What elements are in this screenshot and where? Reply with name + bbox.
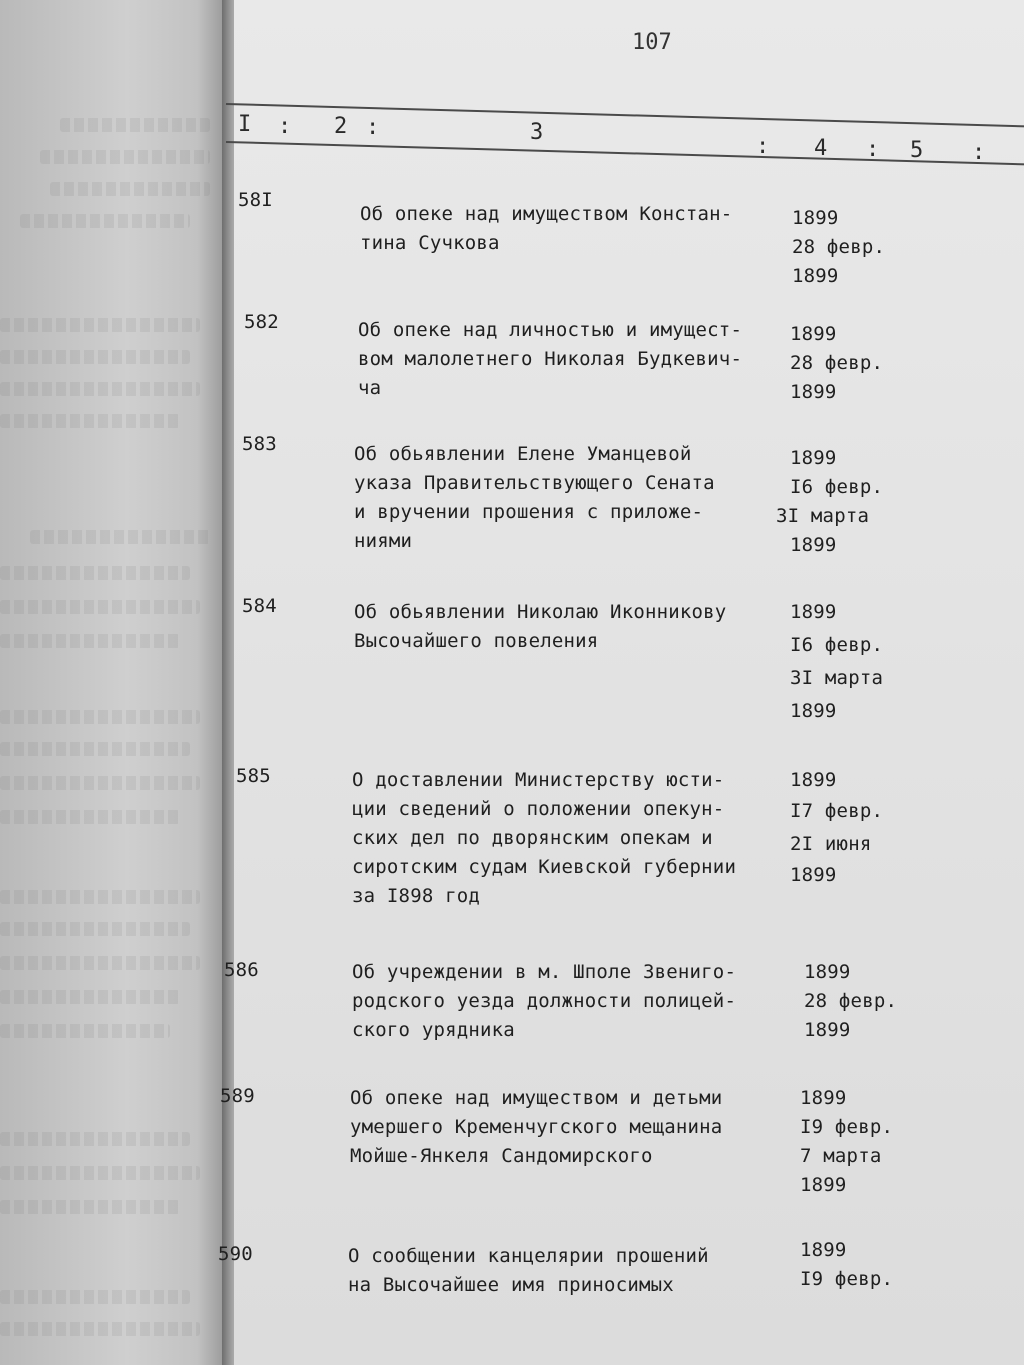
entry-number: 589 (220, 1085, 255, 1107)
left-page-text-line (60, 118, 210, 132)
left-page-text-line (0, 350, 190, 364)
entry-date-line: 1899 (790, 864, 837, 886)
entry-number: 590 (218, 1243, 253, 1265)
entry-number: 58I (238, 189, 273, 211)
entry-title (354, 440, 794, 556)
entry-date-line: I6 февр. (790, 476, 884, 498)
left-page (0, 0, 232, 1365)
entry-title (352, 958, 792, 1045)
entry-title-line: О доставлении Министерству юсти- (352, 769, 725, 791)
entry-title-line: ча (358, 377, 382, 399)
left-page-text-line (30, 530, 210, 544)
left-page-text-line (0, 414, 180, 428)
entry-date-line: 1899 (790, 601, 837, 623)
entry-title-line: вом малолетнего Николая Будкевич- (358, 348, 743, 370)
entry-dates (790, 598, 920, 726)
entry-date-line: 1899 (790, 769, 837, 791)
entry-title-line: умершего Кременчугского мещанина (350, 1116, 723, 1138)
left-page-text-line (20, 214, 190, 228)
entry-date-line: 2I июня (790, 833, 872, 855)
entry-title-line: Об обьявлении Николаю Иконникову (354, 601, 727, 623)
entry-title-line: родского уезда должности полицей- (352, 990, 737, 1012)
left-page-text-line (0, 776, 200, 790)
left-page-text-line (0, 890, 200, 904)
left-page-text-line (0, 634, 180, 648)
entry-number: 582 (244, 311, 279, 333)
entry-dates (800, 1236, 930, 1294)
entry-title (358, 316, 798, 403)
entry-number: 583 (242, 433, 277, 455)
column-header-1: I (238, 112, 252, 137)
entry-date-line: 3I марта (790, 667, 884, 689)
entry-dates (776, 444, 920, 560)
entry-title-line: сиротским судам Киевской губернии (352, 856, 737, 878)
left-page-text-line (0, 956, 200, 970)
column-header-3: 3 (530, 120, 544, 145)
column-header-5: 5 (910, 138, 924, 163)
entry-dates (804, 958, 934, 1045)
entry-dates (790, 320, 920, 407)
entry-date-line: 1899 (804, 961, 851, 983)
entry-title-line: ниями (354, 530, 413, 552)
left-page-text-line (0, 810, 180, 824)
entry-number: 584 (242, 595, 277, 617)
left-page-text-line (0, 1132, 190, 1146)
entry-date-line: 1899 (800, 1174, 847, 1196)
entry-title-line: тина Сучкова (360, 232, 500, 254)
left-page-text-line (50, 182, 210, 196)
left-page-text-line (0, 922, 190, 936)
entry-title-line: Об обьявлении Елене Уманцевой (354, 443, 692, 465)
left-page-text-line (0, 566, 190, 580)
entry-title (350, 1084, 790, 1171)
entry-date-line: 3I марта (776, 505, 870, 527)
left-page-text-line (0, 710, 200, 724)
entry-date-line: I9 февр. (800, 1268, 894, 1290)
column-header-4: 4 (814, 136, 828, 161)
entry-date-line: I7 февр. (790, 800, 884, 822)
entry-title-line: за I898 год (352, 885, 481, 907)
entry-title-line: ции сведений о положении опекун- (352, 798, 725, 820)
entry-date-line: 28 февр. (790, 352, 884, 374)
column-header-separator: : (278, 114, 292, 139)
entry-title-line: Высочайшего повеления (354, 630, 599, 652)
entry-title-line: Об опеке над имуществом Констан- (360, 203, 733, 225)
entry-date-line: 28 февр. (792, 236, 886, 258)
entry-title-line: Мойше-Янкеля Сандомирского (350, 1145, 653, 1167)
column-header-row (234, 108, 1024, 165)
entry-title-line: и вручении прошения с приложе- (354, 501, 704, 523)
entry-title (348, 1242, 788, 1300)
entry-title-line: Об опеке над имуществом и детьми (350, 1087, 723, 1109)
left-page-text-line (0, 742, 190, 756)
entry-date-line: 1899 (792, 207, 839, 229)
left-page-text-line (0, 600, 200, 614)
entry-date-line: 1899 (790, 700, 837, 722)
entry-title-line: Об учреждении в м. Шполе Звениго- (352, 961, 737, 983)
entry-date-line: 1899 (800, 1239, 847, 1261)
entry-date-line: 7 марта (800, 1145, 882, 1167)
entry-title (354, 598, 794, 656)
column-header-separator: : (972, 140, 986, 165)
left-page-text-line (0, 382, 200, 396)
column-header-2: 2 (334, 114, 348, 139)
left-page-text-line (40, 150, 210, 164)
column-header-separator: : (756, 134, 770, 159)
left-page-text-line (0, 1166, 200, 1180)
entry-title-line: ских дел по дворянским опекам и (352, 827, 713, 849)
entry-date-line: 1899 (790, 447, 837, 469)
entry-title-line: ского урядника (352, 1019, 515, 1041)
entry-date-line: I6 февр. (790, 634, 884, 656)
entry-title-line: Об опеке над личностью и имущест- (358, 319, 743, 341)
column-header-separator: : (866, 137, 880, 162)
column-header-separator: : (366, 115, 380, 140)
entry-number: 585 (236, 765, 271, 787)
left-page-text-line (0, 1322, 200, 1336)
page-number: 107 (632, 30, 672, 55)
entry-title (352, 766, 792, 911)
left-page-text-line (0, 1024, 170, 1038)
entry-date-line: 1899 (792, 265, 839, 287)
entry-dates (790, 766, 920, 890)
entry-number: 586 (224, 959, 259, 981)
left-page-text-line (0, 1200, 180, 1214)
entry-dates (800, 1084, 930, 1200)
left-page-text-line (0, 990, 180, 1004)
left-page-text-line (0, 318, 200, 332)
entry-date-line: 1899 (804, 1019, 851, 1041)
entry-title-line: указа Правительствующего Сената (354, 472, 715, 494)
entry-date-line: 1899 (790, 534, 837, 556)
left-page-text-line (0, 1290, 190, 1304)
entry-title-line: на Высочайшее имя приносимых (348, 1274, 674, 1296)
entry-date-line: 1899 (790, 381, 837, 403)
entry-date-line: 28 февр. (804, 990, 898, 1012)
document-page (218, 0, 1024, 1365)
entry-title (360, 200, 800, 258)
entry-title-line: О сообщении канцелярии прошений (348, 1245, 709, 1267)
entry-date-line: 1899 (800, 1087, 847, 1109)
entry-date-line: I9 февр. (800, 1116, 894, 1138)
entry-date-line: 1899 (790, 323, 837, 345)
entry-dates (792, 204, 922, 291)
